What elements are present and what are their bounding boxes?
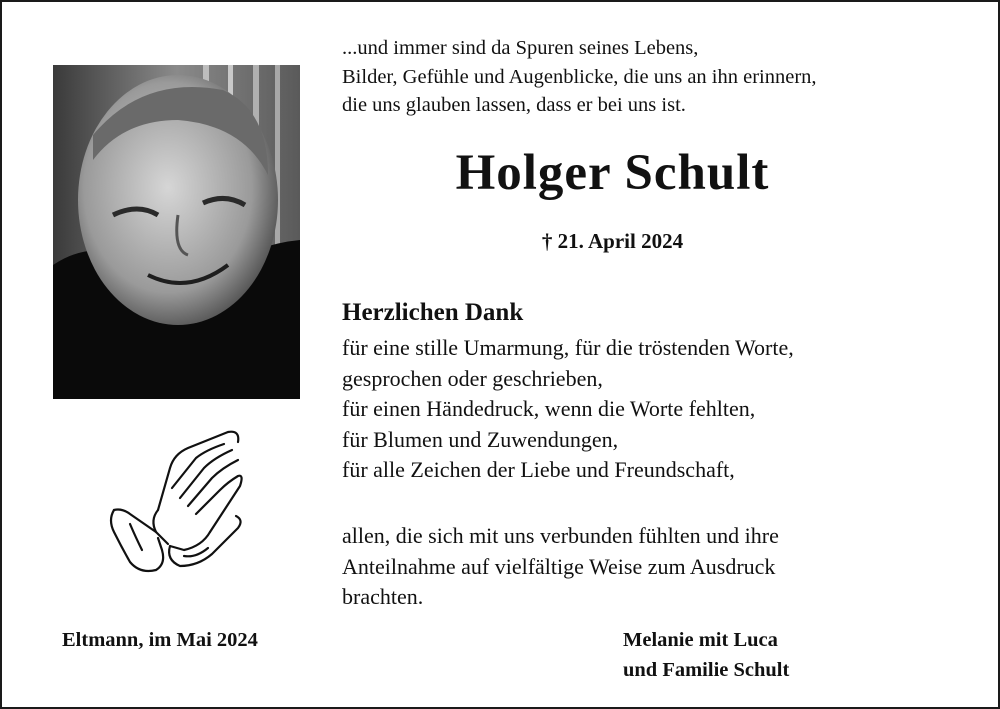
signers — [623, 625, 789, 685]
thanks-line: für eine stille Umarmung, für die tröstenden Worte, — [342, 335, 794, 360]
signer-line: und Familie Schult — [623, 659, 790, 681]
closing-line: Anteilnahme auf vielfältige Weise zum Ausdruck — [342, 553, 776, 579]
signer-line: Melanie mit Luca — [623, 629, 778, 651]
place-date: Eltmann, im Mai 2024 — [62, 629, 258, 651]
thanks-heading: Herzlichen Dank — [342, 299, 524, 326]
deceased-name: Holger Schult — [455, 145, 770, 201]
thanks-line: für Blumen und Zuwendungen, — [342, 426, 619, 452]
intro-line: Bilder, Gefühle und Augenblicke, die uns an ihn erinnern, — [342, 65, 817, 88]
thanks-text — [342, 333, 982, 486]
thanks-line: für einen Händedruck, wenn die Worte fehlten, — [342, 396, 756, 421]
closing-text — [342, 521, 982, 613]
thanks-line: gesprochen oder geschrieben, — [342, 365, 603, 391]
portrait-photo — [53, 65, 300, 399]
praying-hands-icon — [100, 428, 248, 578]
closing-line: brachten. — [342, 584, 424, 609]
death-date: † 21. April 2024 — [541, 229, 684, 253]
thanks-line: für alle Zeichen der Liebe und Freundschaft, — [342, 457, 735, 482]
intro-line: die uns glauben lassen, dass er bei uns ist. — [342, 94, 686, 116]
closing-line: allen, die sich mit uns verbunden fühlten und ihre — [342, 523, 779, 548]
intro-line: ...und immer sind da Spuren seines Lebens, — [342, 37, 699, 59]
intro-quote — [342, 34, 982, 120]
